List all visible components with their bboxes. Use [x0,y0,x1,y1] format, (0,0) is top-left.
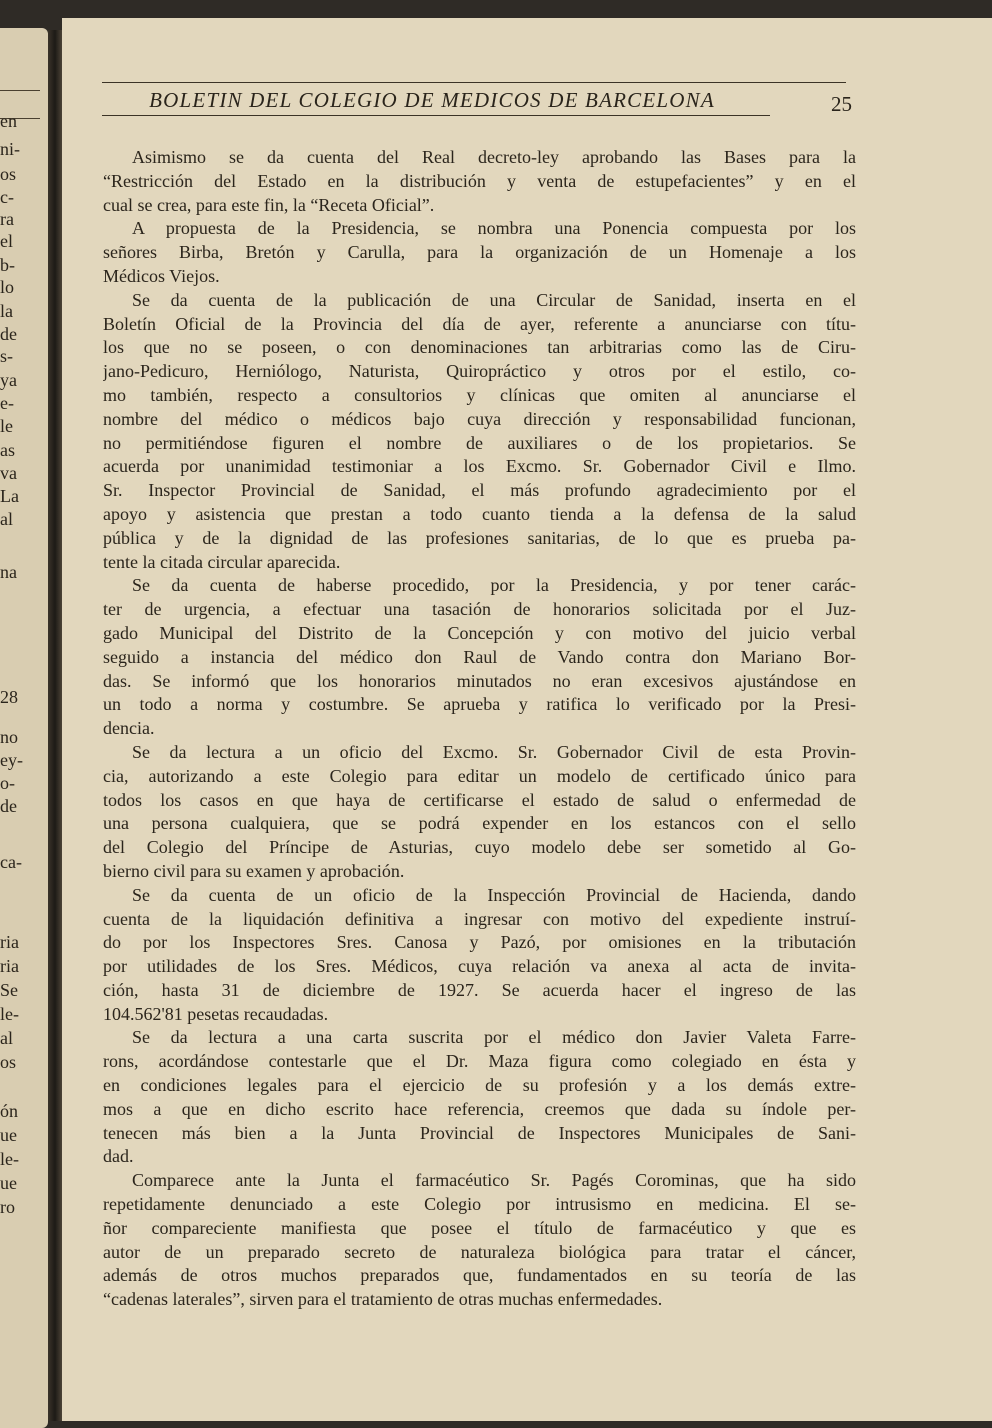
facing-page-fragment: as [0,440,15,460]
text-line: acuerda por unanimidad testimoniar a los Excmo. Sr. Gobernador Civil e Ilmo. [103,456,856,477]
text-line: nombre del médico o médicos bajo cuya dirección y responsabilidad funcionan, [103,408,856,429]
facing-page-fragment: ria [0,956,19,976]
text-line: bierno civil para su examen y aprobación. [103,860,405,881]
text-line: Comparece ante la Junta el farmacéutico Sr. Pagés Corominas, que ha sido [132,1170,856,1191]
running-head: BOLETIN DEL COLEGIO DE MEDICOS DE BARCELONA [149,88,715,112]
text-line: una persona cualquiera, que se podrá expender en los estancos con el sello [103,813,856,834]
text-line: mos a que en dicho escrito hace referencia, creemos que dada su índole per- [103,1098,856,1119]
text-line: “Restricción del Estado en la distribución y venta de estupefacientes” y en el [103,170,856,191]
facing-page-fragment: ue [0,1173,17,1193]
text-line: Se da cuenta de haberse procedido, por la Presidencia, y por tener carác- [132,575,856,596]
body-text [103,146,856,1312]
text-line: rons, acordándose contestarle que el Dr. Maza figura como colegiado en ésta y [103,1051,856,1072]
facing-page-fragment: 28 [0,687,18,707]
text-line: jano-Pedicuro, Herniólogo, Naturista, Quiropráctico y otros por el estilo, co- [103,361,856,382]
facing-page-fragment: de [0,324,17,344]
text-line: cia, autorizando a este Colegio para editar un modelo de certificado único para [103,765,856,786]
text-line: no permitiéndose figuren el nombre de auxiliares o de los propietarios. Se [103,432,856,453]
facing-page-fragment: la [0,301,13,321]
facing-page-fragment: ro [0,1197,15,1217]
facing-page-fragment: b- [0,255,15,275]
facing-page-fragment: ra [0,209,14,229]
text-line: Se da lectura a una carta suscrita por el médico don Javier Valeta Farre- [132,1027,856,1048]
facing-page-fragment: o- [0,773,15,793]
facing-page-fragment: le [0,416,13,436]
text-line: cual se crea, para este fin, la “Receta Oficial”. [103,194,435,215]
text-line: Se da cuenta de la publicación de una Circular de Sanidad, inserta en el [132,289,856,310]
text-line: 104.562'81 pesetas recaudadas. [103,1003,329,1024]
text-line: del Colegio del Príncipe de Asturias, cuyo modelo debe ser sometido al Go- [103,837,856,858]
text-line: do por los Inspectores Sres. Canosa y Pazó, por omisiones en la tributación [103,932,856,953]
facing-page-fragment: ya [0,370,17,390]
facing-page-fragment: en [0,111,17,131]
text-line: dad. [103,1146,134,1167]
facing-page-fragment: al [0,1028,13,1048]
text-line: A propuesta de la Presidencia, se nombra una Ponencia compuesta por los [132,218,856,239]
text-line: además de otros muchos preparados que, fundamentados en su teoría de las [103,1265,856,1286]
text-line: autor de un preparado secreto de naturaleza biológica para tratar el cáncer, [103,1241,856,1262]
facing-page-fragment: no [0,727,18,747]
facing-page-fragment: na [0,562,17,582]
text-line: gado Municipal del Distrito de la Concepción y con motivo del juicio verbal [103,622,856,643]
text-line: ñor compareciente manifiesta que posee el título de farmacéutico y que es [103,1217,856,1238]
facing-page-fragment: e- [0,393,14,413]
text-line: ter de urgencia, a efectuar una tasación de honorarios solicitada por el Juz- [103,599,856,620]
facing-page-fragment: os [0,1052,17,1072]
facing-page-fragment: ón [0,1101,18,1121]
text-line: Se da lectura a un oficio del Excmo. Sr. Gobernador Civil de esta Provin- [132,741,856,762]
facing-page-fragment: Se [0,980,18,1000]
text-line: tente la citada circular aparecida. [103,551,341,572]
facing-page-fragment: lo [0,277,15,297]
text-line: das. Se informó que los honorarios minutados no eran excesivos ajustándose en [103,670,856,691]
facing-page-fragment: ria [0,932,19,952]
text-line: tenecen más bien a la Junta Provincial de Inspectores Municipales de Sani- [103,1122,856,1143]
text-line: repetidamente denunciado a este Colegio por intrusismo en medicina. El se- [103,1194,856,1215]
text-line: dencia. [103,718,155,739]
text-line: los que no se poseen, o con denominaciones tan arbitrarias como las de Ciru- [103,337,856,358]
text-line: mo también, respecto a consultorios y clínicas que omiten al anunciarse el [103,384,856,405]
facing-page-fragment: s- [0,346,13,366]
text-line: por utilidades de los Sres. Médicos, cuya relación va anexa al acta de invita- [103,956,856,977]
book-gutter [48,30,62,1421]
facing-page-rule [0,90,40,91]
facing-page-fragment: ni- [0,139,20,159]
facing-page-fragment: de [0,796,17,816]
text-line: ción, hasta 31 de diciembre de 1927. Se acuerda hacer el ingreso de las [103,979,856,1000]
facing-page-fragment: al [0,509,13,529]
text-line: Boletín Oficial de la Provincia del día de ayer, referente a anunciarse con títu- [103,313,856,334]
facing-page-fragment: le- [0,1149,19,1169]
text-line: todos los casos en que haya de certificarse el estado de salud o enfermedad de [103,789,856,810]
text-line: seguido a instancia del médico don Raul de Vando contra don Mariano Bor- [103,646,856,667]
facing-page-fragment: ue [0,1125,17,1145]
facing-page-fragment: va [0,463,17,483]
text-line: Asimismo se da cuenta del Real decreto-ley aprobando las Bases para la [132,147,856,167]
header-bottom-rule [102,115,770,116]
facing-page-fragment: La [0,486,19,506]
text-line: señores Birba, Bretón y Carulla, para la organización de un Homenaje a los [103,242,856,263]
text-line: Médicos Viejos. [103,265,220,286]
facing-page-fragment: os [0,164,17,184]
facing-page-fragment: c- [0,187,14,207]
text-line: Se da cuenta de un oficio de la Inspección Provincial de Hacienda, dando [132,884,856,905]
facing-page-fragment: ca- [0,852,22,872]
text-line: apoyo y asistencia que prestan a todo cuanto tienda a la defensa de la salud [103,503,856,524]
text-line: pública y de la dignidad de las profesiones sanitarias, de lo que es prueba pa- [103,527,856,548]
text-line: en condiciones legales para el ejercicio de su profesión y a los demás extre- [103,1075,856,1096]
text-line: Sr. Inspector Provincial de Sanidad, el más profundo agradecimiento por el [103,480,856,501]
facing-page-fragment: el [0,231,13,251]
header-top-rule [102,82,846,83]
facing-page-fragment: le- [0,1004,19,1024]
text-line: “cadenas laterales”, sirven para el tratamiento de otras muchas enfermedades. [103,1289,663,1310]
text-line: cuenta de la liquidación definitiva a ingresar con motivo del expediente instruí- [103,908,856,929]
facing-page-fragment: ey- [0,750,23,770]
page-number: 25 [831,92,852,116]
text-line: un todo a norma y costumbre. Se aprueba y ratifica lo verificado por la Presi- [103,694,856,715]
facing-page-edge [0,28,48,1428]
